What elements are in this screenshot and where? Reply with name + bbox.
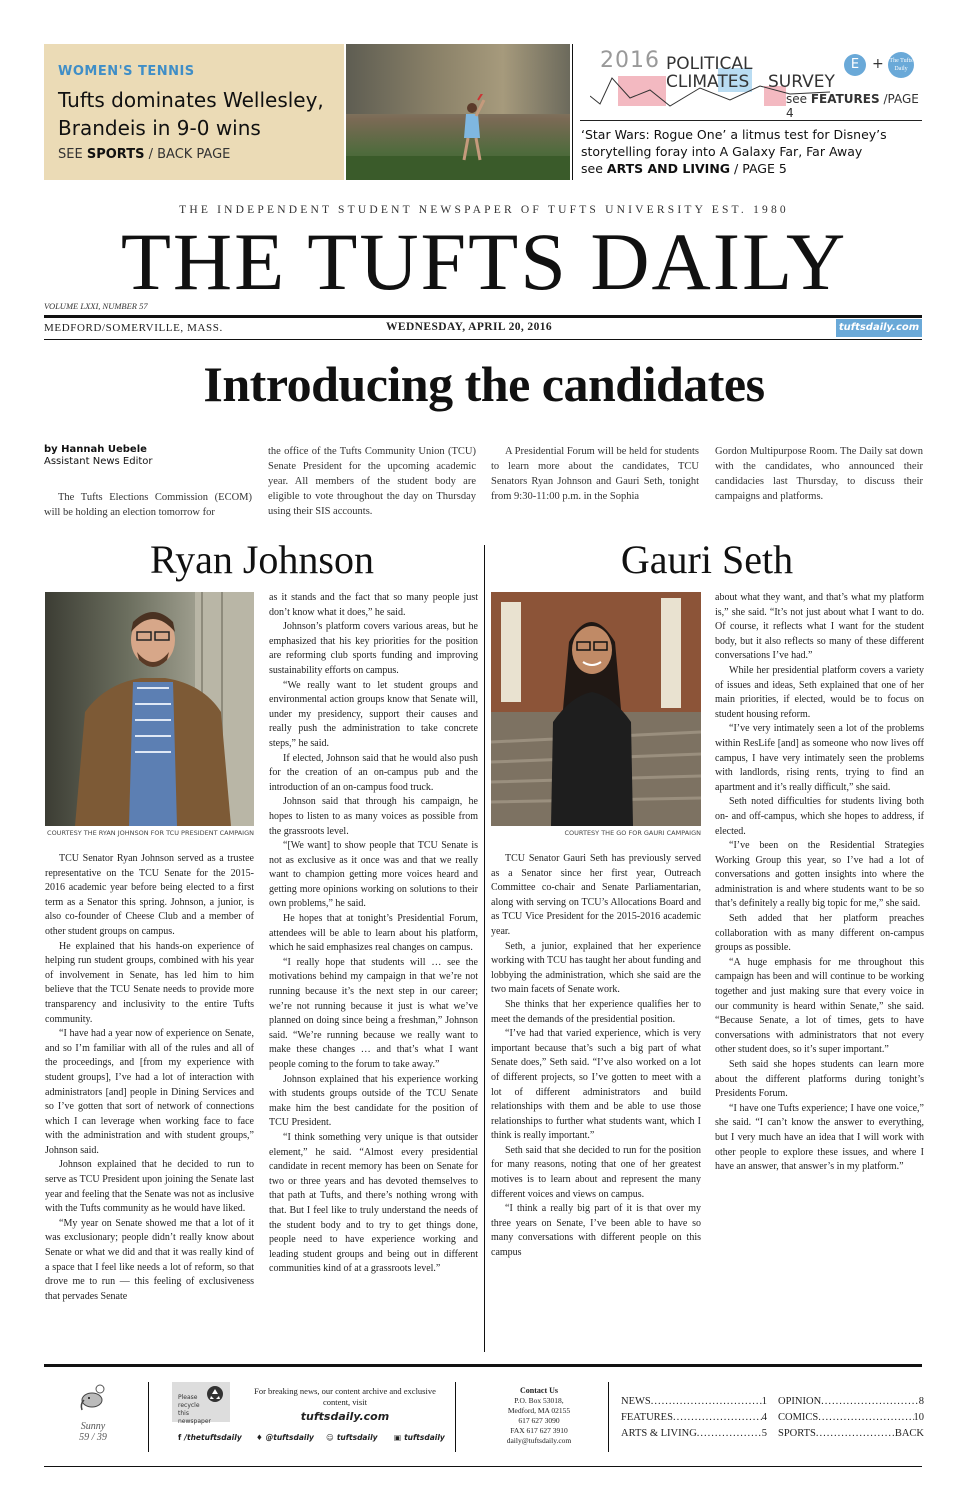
survey-see-line: see FEATURES /PAGE 4	[786, 92, 919, 120]
toc-label: ARTS & LIVING	[621, 1428, 697, 1439]
paragraph: Johnson said that through his campaign, he hopes to listen to as many voices as possible from the grassroots level.	[269, 796, 478, 837]
page-title: Introducing the candidates	[203, 356, 765, 412]
toc-page: 1	[761, 1396, 767, 1407]
survey-word: POLITICAL	[666, 54, 753, 74]
recycle-icon	[206, 1385, 224, 1403]
survey-teaser[interactable]	[582, 46, 922, 118]
divider	[44, 315, 922, 318]
breaking-news-text: For breaking news, our content archive and exclusive content, visit	[254, 1386, 436, 1407]
toc-label: FEATURES	[621, 1412, 673, 1423]
snapchat-icon: ☺	[326, 1433, 334, 1442]
social-handle: @tuftsdaily	[265, 1433, 314, 1442]
divider	[608, 1382, 609, 1452]
recycle-box	[172, 1382, 230, 1425]
candidate-name-johnson: Ryan Johnson	[150, 537, 374, 582]
divider	[455, 1382, 456, 1452]
toc-page: 4	[761, 1412, 767, 1423]
twitter-icon: ♦	[256, 1433, 263, 1442]
elephant-sun-icon	[78, 1382, 108, 1412]
toc-item[interactable]	[778, 1410, 924, 1426]
contact-line[interactable]: daily@tuftsdaily.com	[506, 1436, 572, 1445]
intro-text: The Tufts Elections Commission (ECOM) will be holding an election tomorrow for	[44, 492, 252, 518]
see-section: ARTS AND LIVING	[606, 161, 731, 176]
paragraph: “A huge emphasis for me throughout this campaign has been and will continue to be working together and just making sure that every voice in our community is heard within Senate,” she said. “Because Senate, a lot of times, gets to have conversations with administrators that not every other student does, so it’s super important.”	[715, 956, 924, 1056]
intro-text: the office of the Tufts Community Union (TCU) Senate President for the upcoming academic year. All members of the student body are eligible to vote throughout the day on Thursday using their SIS accounts.	[268, 446, 476, 517]
contact-line: FAX 617 627 3910	[510, 1426, 568, 1435]
see-prefix: see	[581, 161, 603, 176]
weather-temps: 59 / 39	[79, 1432, 107, 1443]
divider	[580, 120, 922, 121]
seth-photo	[491, 592, 701, 826]
e-badge-icon: E	[844, 54, 866, 76]
intro-text: A Presidential Forum will be held for students to learn more about the candidates, TCU Senators Ryan Johnson and Gauri Seth, tonight from 9:30-11:00 p.m. in the Sophia	[491, 446, 699, 502]
toc-page: 10	[913, 1412, 924, 1423]
facebook-icon: f	[178, 1433, 182, 1442]
social-instagram[interactable]	[394, 1433, 445, 1442]
plus-sign: +	[872, 56, 884, 72]
seth-column-1	[491, 852, 701, 1261]
survey-word: CLIMATES	[666, 72, 750, 92]
social-twitter[interactable]	[256, 1433, 314, 1442]
website-link[interactable]: tuftsdaily.com	[836, 319, 922, 337]
toc-page: 8	[918, 1396, 924, 1407]
see-section: FEATURES	[810, 92, 880, 106]
paragraph: “My year on Senate showed me that a lot of it was exclusionary; people didn’t really know about Senate or what we did and that it was really kind of a space that I feel like needs a lot of reform, so that drove me to run — this feeling of exclusiveness that pervades Senate	[45, 1217, 254, 1302]
contact-heading: Contact Us	[520, 1386, 558, 1395]
divider	[572, 44, 573, 180]
paragraph: “I’ve had that varied experience, which is very important because that’s such a big part of what Senate does,” Seth said. “I’ve also worked on a lot of different projects, so I’ve gotten to meet with a lot of different administrators and build relationships with them and be able to use those relationships to further what students want, which I think is really important.”	[491, 1028, 701, 1142]
tennis-photo	[346, 44, 570, 180]
daily-badge-icon: The Tufts Daily	[888, 52, 914, 78]
paragraph: Johnson explained that his experience working with students groups outside of the TCU Senate make him the best candidate for the position of TCU President.	[269, 1073, 478, 1129]
toc-page: BACK	[894, 1428, 924, 1439]
paragraph: Seth, a junior, explained that her experience working with TCU has taught her about funding and lobbying the administration, which she said are the two main facets of Senate work.	[491, 940, 701, 996]
contact-line: 617 627 3090	[518, 1416, 560, 1425]
byline-title: Assistant News Editor	[44, 456, 153, 467]
paragraph: as it stands and the fact that so many people just don’t know what it does,” he said.	[269, 592, 478, 618]
byline	[44, 444, 252, 468]
paragraph: While her presidential platform covers a variety of issues and ideas, Seth explained that one of her main priorities, if elected, would be to focus on student housing reform.	[715, 664, 924, 720]
toc-label: OPINION	[778, 1396, 822, 1407]
see-prefix: see	[786, 92, 808, 106]
paragraph: Seth said she hopes students can learn more about the different platforms during tonight’s Presidents Forum.	[715, 1059, 924, 1100]
paragraph: If elected, Johnson said that he would also push for the creation of an on-campus pub and the introduction of an on-campus food truck.	[269, 752, 478, 793]
seth-column-2	[715, 591, 924, 1175]
teaser-kicker: WOMEN'S TENNIS	[58, 64, 195, 79]
toc-page: 5	[761, 1428, 767, 1439]
toc-item[interactable]	[621, 1410, 767, 1426]
paragraph: He explained that his hands-on experience of helping run student groups, combined with his year of involvement in Senate, has led him to him believe that the TCU Senate needs to provide more transparency and inclusivity to the entire Tufts community.	[45, 940, 254, 1025]
breaking-news-note	[240, 1386, 450, 1422]
teaser-headline[interactable]: Tufts dominates Wellesley, Brandeis in 9-0 wins	[58, 88, 324, 140]
weather-box	[62, 1382, 124, 1443]
paragraph: “I’ve very intimately seen a lot of the problems within ResLife [and] as someone who now lives off campus, I have very intimately seen the problems with landlords, rising rents, trying to find an apartment and it’s really difficult,” she said.	[715, 723, 924, 793]
seth-portrait-figure	[491, 592, 701, 826]
issue-date: WEDNESDAY, APRIL 20, 2016	[386, 321, 553, 333]
candidate-name-seth: Gauri Seth	[620, 537, 794, 582]
paragraph: Seth added that her platform preaches collaboration with as many different on-campus groups as possible.	[715, 913, 924, 954]
photo-caption: COURTESY THE RYAN JOHNSON FOR TCU PRESIDENT CAMPAIGN	[47, 829, 254, 837]
paragraph: “I have one Tufts experience; I have one voice,” she said. “I can’t know the answer to everything, but I very much have an idea that I will work with other people to explore these issues, and where I have an answer, that answer’s in my platform.”	[715, 1102, 924, 1173]
paragraph: Seth said that she decided to run for the position for many reasons, noting that one of her greatest motives is to learn about and represent the many different voices and views on campus.	[491, 1144, 701, 1200]
social-links	[176, 1431, 456, 1447]
byline-name: by Hannah Uebele	[44, 444, 147, 455]
toc-label: NEWS	[621, 1396, 651, 1407]
survey-year: 2016	[600, 48, 660, 73]
tennis-player-figure	[454, 94, 494, 164]
toc-item[interactable]	[778, 1426, 924, 1442]
paragraph: “I really hope that students will … see the motivations behind my campaign in that we’re not running because it’s the next step in our career; we’re not running because it just is what we’ve planned on doing since being a freshman,” Johnson said. “We’re running because we really want to make these changes … and that’s what I want people coming to the forum to take away.”	[269, 956, 478, 1070]
paragraph: about what they want, and that’s what my platform is,” she said. “It’s not just about what I want to do. Of course, it reflects what I want for the student body, but it also reflects so many of these different conversations I’ve had.”	[715, 592, 924, 662]
divider	[44, 1364, 922, 1367]
toc-label: COMICS	[778, 1412, 819, 1423]
paragraph: Seth noted difficulties for students living both on- and off-campus, which she hopes to address, if elected.	[715, 796, 924, 837]
toc-label: SPORTS	[778, 1428, 816, 1439]
intro-column-3	[491, 444, 699, 504]
paragraph: Johnson’s platform covers various areas, but he emphasized that his key priorities for the position are reforming club sports funding and improving sustainability efforts on campus.	[269, 621, 478, 676]
intro-column-1	[44, 444, 252, 520]
paragraph: “We really want to let student groups and environmental action groups know that Senate will, under my presidency, support their causes and really push the administration to take concrete steps,” he said.	[269, 679, 478, 749]
divider	[484, 545, 485, 1352]
divider	[44, 1466, 922, 1467]
nameplate: THE TUFTS DAILY	[120, 216, 848, 307]
recycle-text: Please recycle this newspaper	[178, 1394, 211, 1425]
volume-number: VOLUME LXXI, NUMBER 57	[44, 301, 148, 311]
toc-item[interactable]	[621, 1426, 767, 1442]
paragraph: He hopes that at tonight’s Presidential Forum, attendees will be able to learn about his platform, which he said emphasizes real changes on campus.	[269, 913, 478, 954]
photo-caption: COURTESY THE GO FOR GAURI CAMPAIGN	[564, 829, 701, 837]
contact-line: Medford, MA 02155	[507, 1406, 571, 1415]
table-of-contents-left	[621, 1394, 767, 1442]
contact-box	[474, 1386, 604, 1446]
table-of-contents-right	[778, 1394, 924, 1442]
johnson-portrait-figure	[45, 592, 254, 826]
paragraph: Johnson explained that he decided to run to serve as TCU President upon joining the Senate last year and feeling that the Senate was not as inclusive with the Tufts community as he would have liked.	[45, 1159, 254, 1215]
teaser-see-line: SEE SPORTS / BACK PAGE	[58, 147, 231, 162]
teaser-see-line: see ARTS AND LIVING / PAGE 5	[581, 161, 787, 176]
paragraph: “I’ve been on the Residential Strategies Working Group this year, so I’ve had a lot of conversations and gotten insights into where the administration is and where students want to be so that’s definitely a really big topic for me,” she said.	[715, 840, 924, 910]
contact-line: P.O. Box 53018,	[514, 1396, 564, 1405]
intro-column-4	[715, 444, 923, 504]
teaser-headline[interactable]: ‘Star Wars: Rogue One’ a litmus test for Disney’s storytelling foray into A Galaxy Far, Far Away	[581, 127, 887, 159]
johnson-column-2	[269, 591, 478, 1277]
paragraph: “I have had a year now of experience on Senate, and so I’m familiar with all of the rules and all of the proceedings, and [from my experience with student groups], I’ve had a lot of interaction with administrators [and] people in Dining Services and so I’ve gotten that sort of network of connections which I can leverage when working face to face with the administration and with student groups,” Johnson said.	[45, 1028, 254, 1156]
weather-label: Sunny	[80, 1421, 106, 1432]
toc-item[interactable]	[778, 1394, 924, 1410]
see-page: PAGE 5	[742, 161, 787, 176]
social-handle: tuftsdaily	[336, 1433, 378, 1442]
see-prefix: SEE	[58, 147, 83, 162]
intro-column-2	[268, 444, 476, 519]
intro-text: Gordon Multipurpose Room. The Daily sat down with the candidates, who announced their candidacies last Thursday, to discuss their campaigns and platforms.	[715, 446, 923, 502]
teaser-starwars[interactable]	[581, 126, 923, 177]
see-page: BACK PAGE	[157, 147, 231, 162]
johnson-photo	[45, 592, 254, 826]
paragraph: “I think a really big part of it is that over my three years on Senate, I’ve been able to have so many conversations with different people on this campus	[491, 1203, 701, 1259]
johnson-column-1	[45, 852, 254, 1304]
divider	[148, 1382, 149, 1452]
survey-word: SURVEY	[768, 72, 835, 92]
social-snapchat[interactable]	[326, 1433, 378, 1442]
instagram-icon: ▣	[394, 1433, 402, 1442]
see-page: PAGE 4	[786, 92, 919, 120]
paragraph: “I think something very unique is that outsider element,” he said. “Almost every presidential candidate in recent memory has been on Senate for two or three years and has devoted themselves to that path at Tufts, and there’s nothing wrong with that. But I feel like to truly understand the needs of the student body and to try to get things done, people need to have experience working and leading student groups and being out in different communities kind of at a grassroots level.”	[269, 1131, 478, 1275]
toc-item[interactable]	[621, 1394, 767, 1410]
paragraph: TCU Senator Gauri Seth has previously served as a Senator since her first year, Outreach Committee co-chair and Senate Parliamentarian, along with serving on TCU’s Allocations Board and as TCU Vice President for the 2015-2016 academic year.	[491, 853, 701, 937]
paragraph: TCU Senator Ryan Johnson served as a trustee representative on the TCU Senate for the 2015-2016 academic year before being elected to a first term as a Senator this spring. Johnson, a junior, is also co-founder of Cheese Club and a member of other student groups on campus.	[45, 853, 254, 937]
paragraph: “[We want] to show people that TCU Senate is not as exclusive as it once was and that we really want to champion getting more voices heard and getting more opinions working on solutions to their own problems,” he said.	[269, 840, 478, 910]
paragraph: She thinks that her experience qualifies her to meet the demands of the presidential position.	[491, 998, 701, 1025]
dateline-city: MEDFORD/SOMERVILLE, MASS.	[44, 322, 223, 334]
teaser-tennis[interactable]	[44, 44, 344, 180]
see-section: SPORTS	[86, 147, 145, 162]
social-handle: tuftsdaily	[404, 1433, 445, 1442]
masthead-tagline: THE INDEPENDENT STUDENT NEWSPAPER OF TUFTS UNIVERSITY EST. 1980	[179, 204, 789, 216]
website-link[interactable]: tuftsdaily.com	[300, 1410, 390, 1423]
social-facebook[interactable]	[178, 1433, 242, 1442]
divider	[44, 339, 922, 340]
social-handle: /thetuftsdaily	[184, 1433, 242, 1442]
